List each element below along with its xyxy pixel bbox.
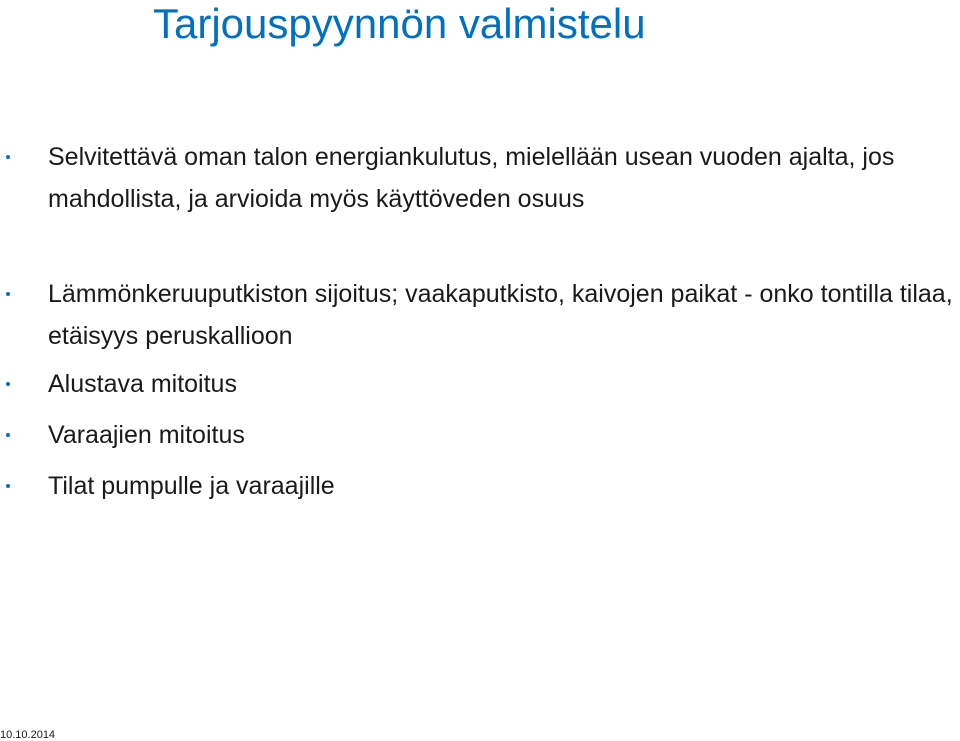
bullet-dot-icon	[6, 484, 10, 488]
bullet-text: Selvitettävä oman talon energiankulutus, mielellään usean vuoden ajalta, jos mahdollista, ja arvioida myös käyttöveden osuus	[48, 143, 895, 213]
bullet-text: Tilat pumpulle ja varaajille	[48, 472, 335, 500]
bullet-item	[48, 136, 960, 220]
bullet-item	[48, 273, 960, 357]
bullet-item	[48, 363, 960, 405]
bullet-text: Lämmönkeruuputkiston sijoitus; vaakaputkisto, kaivojen paikat - onko tontilla tilaa, etäisyys peruskallioon	[48, 280, 953, 350]
slide-date: 10.10.2014	[0, 729, 56, 741]
bullet-dot-icon	[6, 382, 10, 386]
slide-title: Tarjouspyynnön valmistelu	[153, 0, 646, 47]
bullet-text: Varaajien mitoitus	[48, 421, 245, 449]
bullet-text: Alustava mitoitus	[48, 370, 237, 398]
bullet-dot-icon	[6, 155, 10, 159]
bullet-dot-icon	[6, 433, 10, 437]
bullet-item	[48, 414, 960, 456]
bullet-dot-icon	[6, 292, 10, 296]
bullet-item	[48, 465, 960, 507]
